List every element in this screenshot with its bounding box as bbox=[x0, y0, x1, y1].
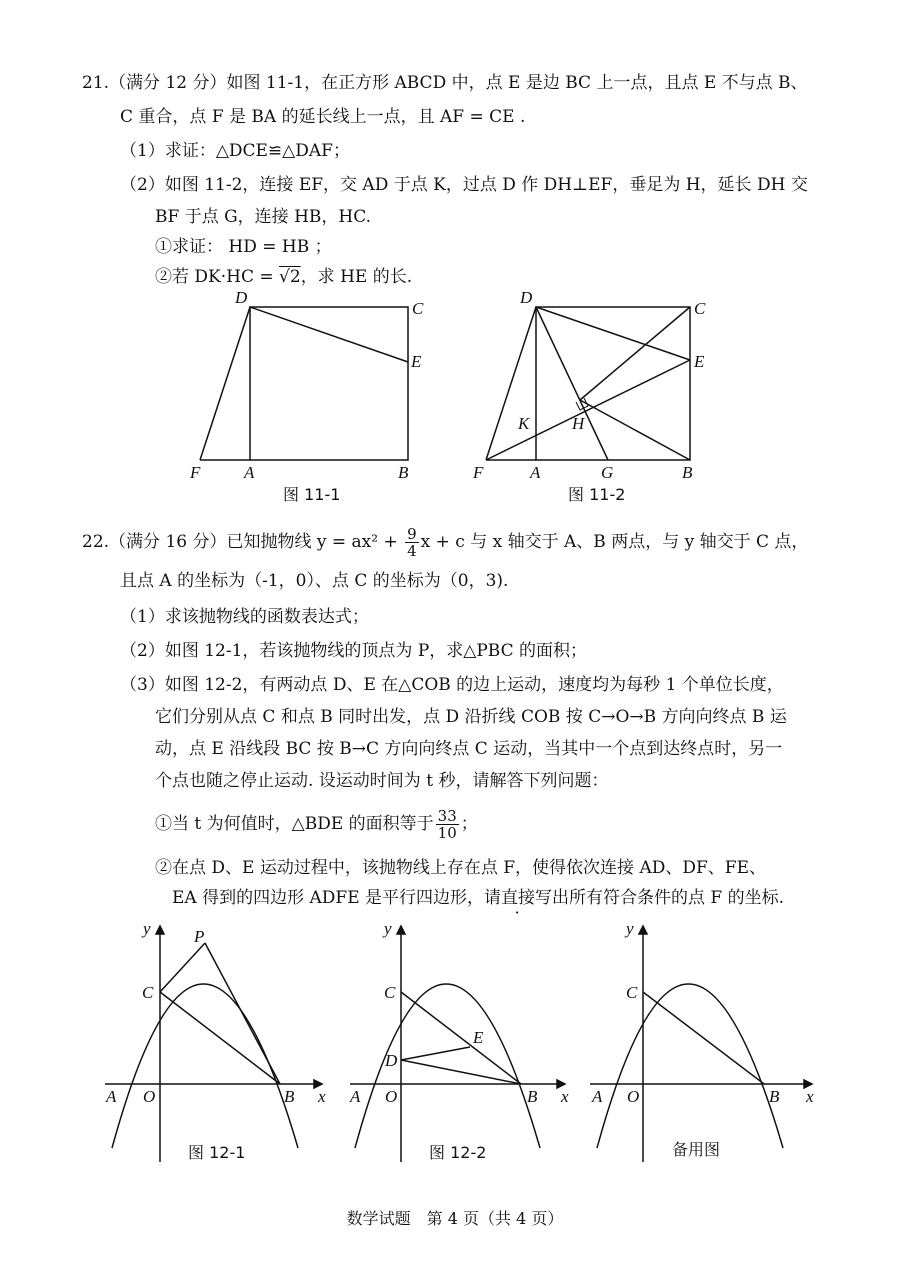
q22-sub-1-pre: ①当 t 为何值时，△BDE 的面积等于 bbox=[155, 814, 434, 834]
q21-sub-2-pre: ②若 DK·HC = bbox=[155, 267, 280, 287]
label-c: C bbox=[142, 983, 154, 1002]
label-c: C bbox=[694, 299, 706, 318]
figure-caption: 图 11-2 bbox=[568, 485, 626, 504]
page-footer: 数学试题 第 4 页（共 4 页） bbox=[346, 1209, 564, 1228]
label-a: A bbox=[244, 463, 255, 482]
parabola bbox=[597, 984, 783, 1148]
label-b: B bbox=[398, 463, 409, 482]
label-a: A bbox=[592, 1087, 603, 1106]
label-y: y bbox=[626, 919, 634, 938]
segment-cb bbox=[643, 992, 764, 1084]
label-o: O bbox=[385, 1087, 398, 1106]
numerator: 33 bbox=[437, 807, 457, 825]
denominator: 4 bbox=[407, 542, 417, 560]
q21-sub-2-post: ，求 HE 的长. bbox=[300, 267, 413, 287]
label-e: E bbox=[411, 352, 422, 371]
label-y: y bbox=[384, 919, 392, 938]
label-c: C bbox=[384, 983, 396, 1002]
label-x: x bbox=[318, 1087, 326, 1106]
figure-caption: 备用图 bbox=[672, 1140, 721, 1159]
q21-part-2-line-2: BF 于点 G，连接 HB，HC. bbox=[155, 207, 372, 227]
q22-stem-post: x + c 与 x 轴交于 A、B 两点，与 y 轴交于 C 点， bbox=[420, 532, 809, 552]
q22-part-3-line-3: 动，点 E 沿线段 BC 按 B→C 方向向终点 C 运动，当其中一个点到达终点时，另一 bbox=[155, 739, 783, 759]
q22-part-3-line-2: 它们分别从点 C 和点 B 同时出发，点 D 沿折线 COB 按 C→O→B 方向向终点 B 运 bbox=[155, 707, 787, 727]
label-g: G bbox=[601, 463, 614, 482]
label-e: E bbox=[694, 352, 705, 371]
label-o: O bbox=[143, 1087, 156, 1106]
figure-caption: 图 12-2 bbox=[429, 1143, 487, 1162]
label-c: C bbox=[626, 983, 638, 1002]
label-b: B bbox=[769, 1087, 780, 1106]
q22-part-2: （2）如图 12-1，若该抛物线的顶点为 P，求△PBC 的面积； bbox=[120, 641, 587, 661]
label-y: y bbox=[143, 919, 151, 938]
label-f: F bbox=[473, 463, 484, 482]
q22-part-3-line-1: （3）如图 12-2，有两动点 D、E 在△COB 的边上运动，速度均为每秒 1 个单位长度， bbox=[120, 675, 784, 695]
label-b: B bbox=[682, 463, 693, 482]
denominator: 10 bbox=[437, 824, 457, 842]
label-x: x bbox=[806, 1087, 814, 1106]
q21-stem-line-1: 21.（满分 12 分）如图 11-1，在正方形 ABCD 中，点 E 是边 BC 上一点，且点 E 不与点 B、 bbox=[82, 73, 808, 93]
emphasis-direct: 直接 bbox=[501, 888, 536, 908]
sqrt-2: √2 bbox=[279, 267, 301, 287]
q22-sub-2-line-1: ②在点 D、E 运动过程中，该抛物线上存在点 F，使得依次连接 AD、DF、FE、 bbox=[155, 858, 766, 878]
label-p: P bbox=[194, 927, 205, 946]
figure-caption: 图 11-1 bbox=[283, 485, 341, 504]
label-k: K bbox=[518, 414, 530, 433]
label-f: F bbox=[190, 463, 201, 482]
y-axis-arrow-icon bbox=[639, 926, 647, 934]
label-h: H bbox=[572, 414, 585, 433]
q21-part-1: （1）求证：△DCE≌△DAF； bbox=[120, 141, 350, 161]
label-d: D bbox=[385, 1051, 398, 1070]
label-b: B bbox=[527, 1087, 538, 1106]
q21-sub-1: ①求证： HD = HB ； bbox=[155, 237, 332, 257]
q21-part-2-line-1: （2）如图 11-2，连接 EF，交 AD 于点 K，过点 D 作 DH⊥EF，垂足为 H，延长 DH 交 bbox=[120, 175, 808, 195]
label-a: A bbox=[106, 1087, 117, 1106]
q21-stem-line-2: C 重合，点 F 是 BA 的延长线上一点，且 AF = CE . bbox=[120, 107, 526, 127]
label-d: D bbox=[235, 288, 248, 307]
q22-stem-line-2: 且点 A 的坐标为（-1，0）、点 C 的坐标为（0，3). bbox=[120, 571, 509, 591]
q22-part-3-line-4: 个点也随之停止运动. 设运动时间为 t 秒，请解答下列问题： bbox=[155, 771, 609, 791]
numerator: 9 bbox=[407, 525, 417, 543]
label-d: D bbox=[520, 288, 533, 307]
figure-caption: 图 12-1 bbox=[188, 1143, 246, 1162]
label-a: A bbox=[530, 463, 541, 482]
label-x: x bbox=[561, 1087, 569, 1106]
q22-sub-1-post: ； bbox=[460, 814, 478, 834]
q22-stem-pre: 22.（满分 16 分）已知抛物线 y = ax² + bbox=[82, 532, 404, 552]
q22-part-1: （1）求该抛物线的函数表达式； bbox=[120, 607, 369, 627]
label-a: A bbox=[350, 1087, 361, 1106]
label-b: B bbox=[284, 1087, 295, 1106]
label-c: C bbox=[412, 299, 424, 318]
label-e: E bbox=[473, 1028, 484, 1047]
label-o: O bbox=[627, 1087, 640, 1106]
q22-sub-2-post: 写出所有符合条件的点 F 的坐标. bbox=[535, 888, 785, 908]
q22-sub-2-pre: EA 得到的四边形 ADFE 是平行四边形，请 bbox=[172, 888, 502, 908]
